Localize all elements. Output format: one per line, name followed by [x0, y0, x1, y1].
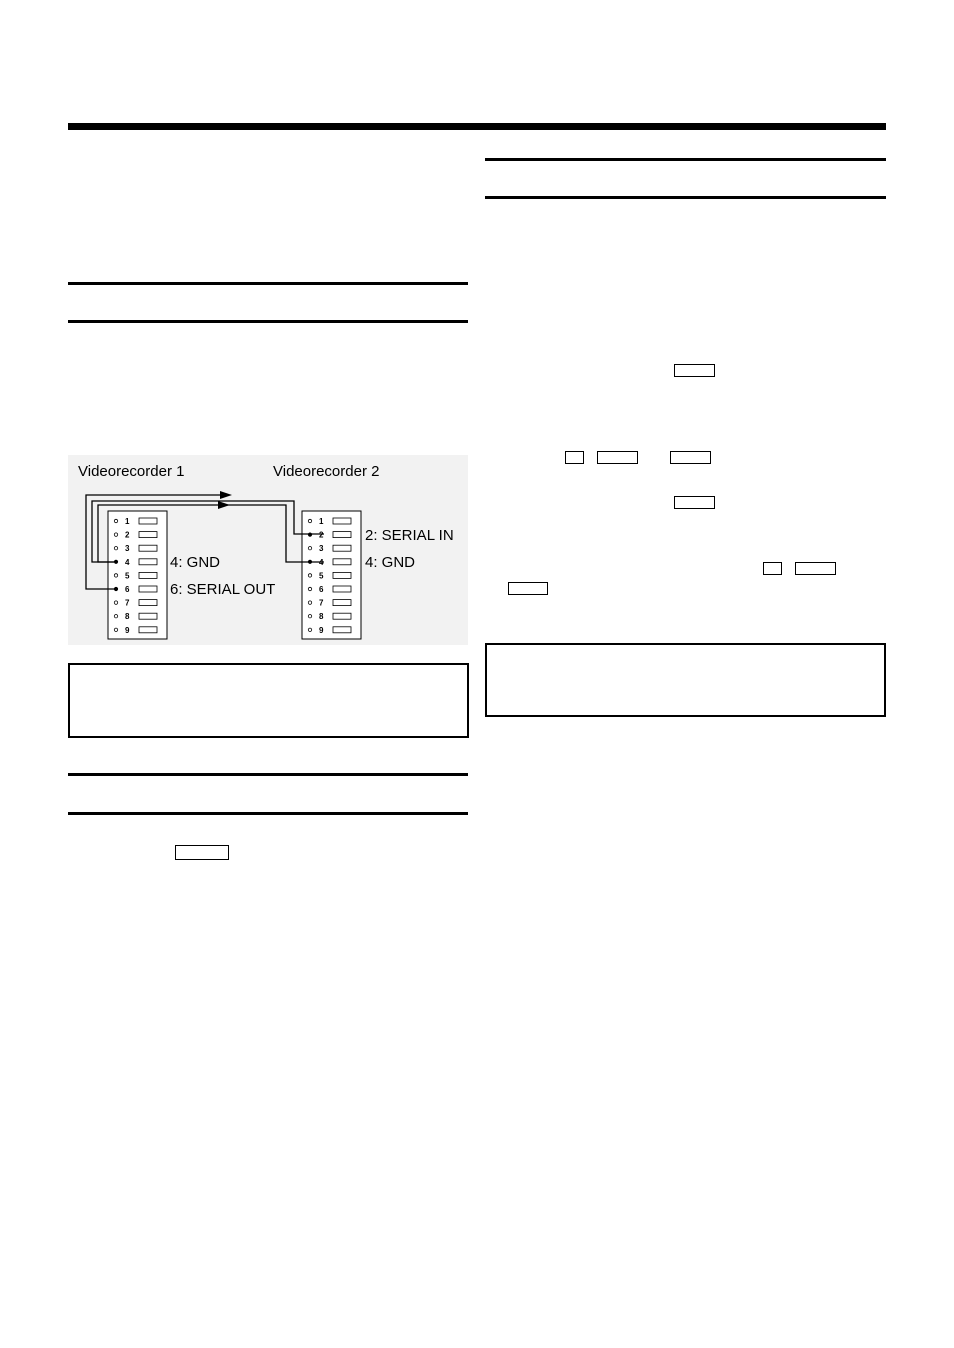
- section-rule-top-right: [485, 158, 886, 161]
- vcr1-pin-number: 6: [125, 585, 130, 594]
- vcr2-pin-dot: [308, 519, 311, 522]
- vcr1-pin-number: 8: [125, 612, 130, 622]
- vcr2-pin-slot: [333, 586, 351, 592]
- vcr2-label-gnd: 4: GND: [365, 554, 416, 571]
- vcr1-pin-number: 2: [125, 530, 130, 540]
- vcr1-pin-slot: [139, 559, 157, 565]
- vcr1-pin-number: 5: [125, 571, 130, 581]
- vcr1-pin-dot: [114, 533, 117, 536]
- vcr1-pin-slot: [139, 586, 157, 592]
- vcr1-pin-dot: [114, 560, 117, 563]
- vcr2-label-serial-in: 2: SERIAL IN: [365, 527, 454, 544]
- key-button: [508, 582, 548, 595]
- vcr2-pin-number: 2: [319, 530, 324, 540]
- vcr2-pin-slot: [333, 572, 351, 578]
- vcr1-pin-slot: [139, 518, 157, 524]
- key-button: [763, 562, 782, 575]
- key-button: [670, 451, 711, 464]
- vcr2-pin-number: 3: [319, 544, 324, 554]
- vcr1-pin-dot: [114, 547, 117, 550]
- vcr1-pin-slot: [139, 600, 157, 606]
- vcr1-title: Videorecorder 1: [78, 463, 185, 480]
- vcr2-pin-slot: [333, 600, 351, 606]
- section-rule-top: [68, 282, 468, 285]
- vcr2-pin-number: 8: [319, 612, 324, 622]
- vcr2-pin-number: 4: [319, 557, 324, 567]
- vcr1-pin-number: 3: [125, 544, 130, 554]
- vcr1-pin-dot: [114, 587, 117, 590]
- vcr2-pin-number: 5: [319, 571, 324, 581]
- vcr1-pin-slot: [139, 572, 157, 578]
- vcr2-pin-number: 7: [319, 598, 324, 608]
- key-button: [674, 496, 715, 509]
- vcr1-pin-dot: [114, 628, 117, 631]
- serial-connection-diagram: [68, 455, 468, 645]
- vcr2-pin-dot: [308, 574, 311, 577]
- key-button: [597, 451, 638, 464]
- note-box-left: [68, 663, 469, 738]
- note-box-right: [485, 643, 886, 717]
- vcr2-pin-dot: [308, 615, 311, 618]
- key-button: [175, 845, 229, 860]
- section-rule-bottom-right: [485, 196, 886, 199]
- vcr2-pin-dot: [308, 547, 311, 550]
- vcr2-pin-slot: [333, 545, 351, 551]
- vcr1-pin-number: 4: [125, 557, 130, 567]
- vcr2-pin-slot: [333, 627, 351, 633]
- section-rule-bottom-2: [68, 812, 468, 815]
- vcr2-pin-dot: [308, 587, 311, 590]
- vcr1-pin-dot: [114, 574, 117, 577]
- vcr1-pin-dot: [114, 519, 117, 522]
- vcr2-pin-number: 9: [319, 625, 324, 635]
- vcr2-pin-slot: [333, 559, 351, 565]
- vcr1-pin-slot: [139, 613, 157, 619]
- vcr2-pin-slot: [333, 532, 351, 538]
- vcr2-pin-dot: [308, 628, 311, 631]
- vcr1-pin-number: 1: [125, 517, 130, 526]
- page-header-bar: [68, 123, 886, 130]
- vcr2-pin-slot: [333, 518, 351, 524]
- vcr1-pin-dot: [114, 615, 117, 618]
- vcr1-pin-number: 7: [125, 598, 130, 608]
- vcr1-pin-slot: [139, 627, 157, 633]
- section-rule-top-2: [68, 773, 468, 776]
- vcr1-pin-dot: [114, 601, 117, 604]
- vcr2-pin-dot: [308, 601, 311, 604]
- vcr1-pin-slot: [139, 545, 157, 551]
- vcr1-label-gnd: 4: GND: [170, 554, 221, 571]
- vcr1-pin-number: 9: [125, 625, 130, 635]
- vcr2-pin-slot: [333, 613, 351, 619]
- key-button: [674, 364, 715, 377]
- key-button: [795, 562, 836, 575]
- vcr1-pin-slot: [139, 532, 157, 538]
- vcr1-label-serial-out: 6: SERIAL OUT: [170, 581, 276, 598]
- key-button: [565, 451, 584, 464]
- vcr2-title: Videorecorder 2: [273, 463, 380, 480]
- section-rule-bottom: [68, 320, 468, 323]
- vcr2-pin-number: 1: [319, 517, 324, 526]
- vcr2-pin-number: 6: [319, 585, 324, 594]
